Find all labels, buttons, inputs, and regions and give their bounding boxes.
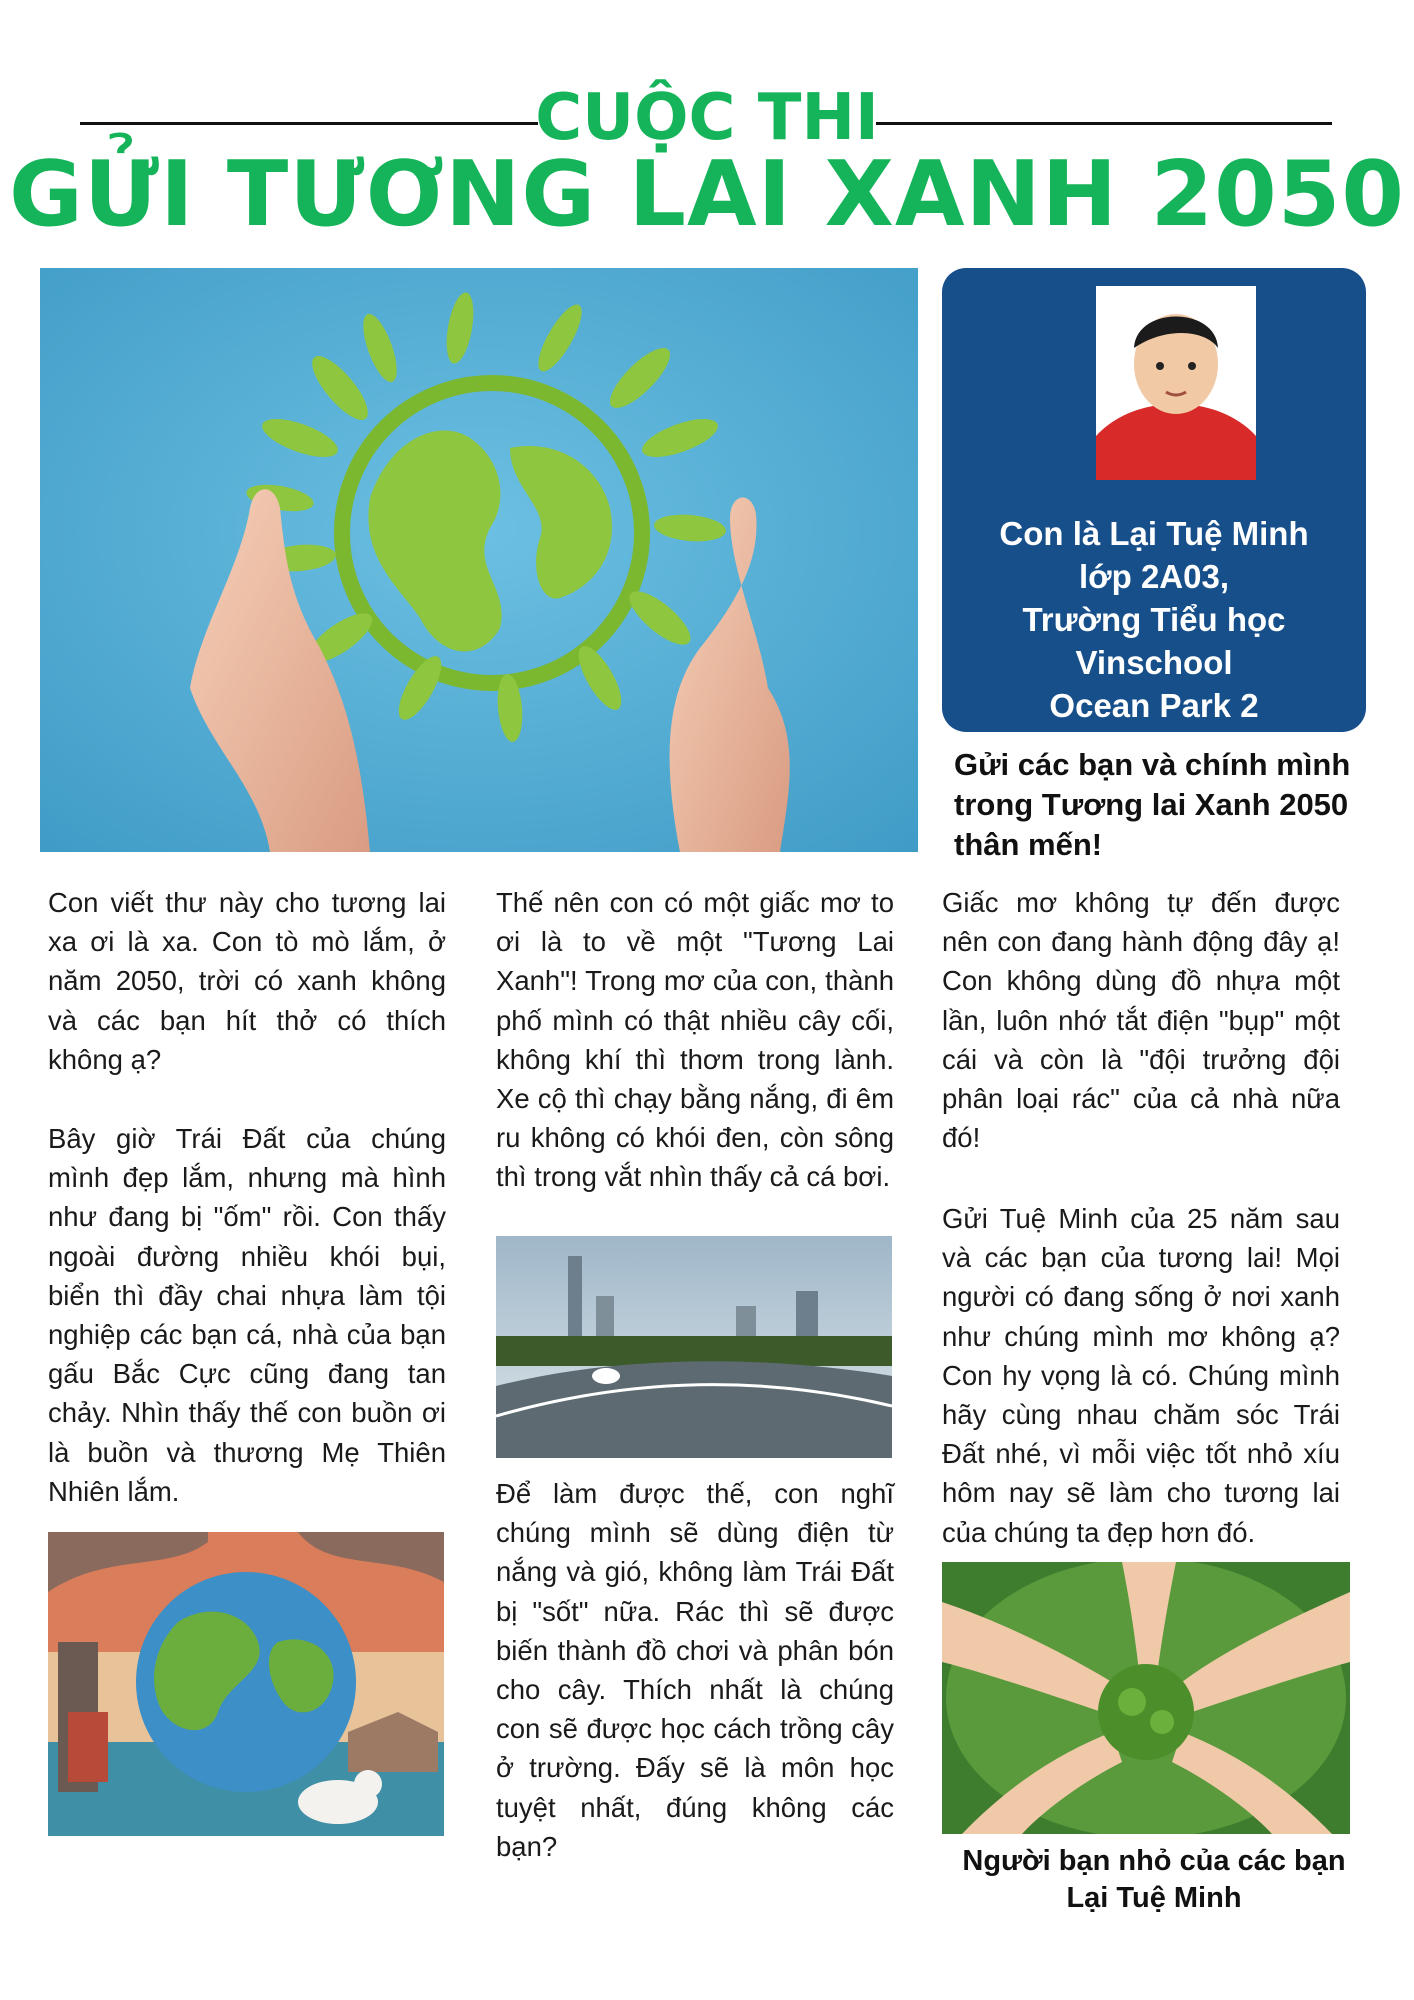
column3-paragraph1 xyxy=(942,883,1340,1157)
profile-school-campus: Ocean Park 2 xyxy=(1049,687,1259,724)
paragraph-text: Thế nên con có một giấc mơ to ơi là to về một "Tương Lai Xanh"! Trong mơ của con, thành phố mình có thật nhiều cây cối, không khí thì thơm trong lành. Xe cộ thì chạy bằng nắng, đi êm ru không có khói đen, còn sông thì trong vắt nhìn thấy cả cá bơi. xyxy=(496,887,894,1193)
hero-earth-leaves-image xyxy=(40,268,918,852)
profile-name: Con là Lại Tuệ Minh xyxy=(999,515,1309,552)
paragraph-text: Bây giờ Trái Đất của chúng mình đẹp lắm, nhưng mà hình như đang bị "ốm" rồi. Con thấy ngoài đường nhiều khói bụi, biển thì đầy chai nhựa làm tội nghiệp các bạn cá, nhà của bạn gấu Bắc Cực cũng đang tan chảy. Nhìn thấy thế con buồn ơi là buồn và thương Mẹ Thiên Nhiên lắm. xyxy=(48,1123,446,1507)
avatar xyxy=(1096,286,1256,480)
column2-paragraph1 xyxy=(496,883,894,1197)
signoff-line1: Người bạn nhỏ của các bạn xyxy=(962,1845,1346,1877)
profile-school-brand: Vinschool xyxy=(1075,644,1233,681)
profile-school: Trường Tiểu học xyxy=(1022,601,1286,638)
hands-holding-earth-photo xyxy=(942,1562,1350,1834)
page-title: GỬI TƯƠNG LAI XANH 2050 xyxy=(9,142,1405,247)
signoff-name: Lại Tuệ Minh xyxy=(1066,1882,1242,1914)
column2-paragraph2 xyxy=(496,1474,894,1866)
profile-card xyxy=(942,268,1366,732)
paragraph-text: Con viết thư này cho tương lai xa ơi là xa. Con tò mò lắm, ở năm 2050, trời có xanh không và các bạn hít thở có thích không ạ? xyxy=(48,887,446,1075)
city-road-photo xyxy=(496,1236,892,1458)
polluted-earth-illustration xyxy=(48,1532,444,1836)
signoff xyxy=(942,1843,1366,1917)
paragraph-text: Giấc mơ không tự đến được nên con đang hành động đây ạ! Con không dùng đồ nhựa một lần, luôn nhớ tắt điện "bụp" một cái và còn là "đội trưởng đội phân loại rác" của cả nhà nữa đó! xyxy=(942,887,1340,1154)
paragraph-text: Để làm được thế, con nghĩ chúng mình sẽ dùng điện từ nắng và gió, không làm Trái Đất bị "sốt" nữa. Rác thì sẽ được biến thành đồ chơi và phân bón cho cây. Thích nhất là chúng con sẽ được học cách trồng cây ở trường. Đấy sẽ là môn học tuyệt nhất, đúng không các bạn? xyxy=(496,1478,894,1862)
greeting-heading: Gửi các bạn và chính mình trong Tương lai Xanh 2050 thân mến! xyxy=(954,747,1351,862)
paragraph-text: Gửi Tuệ Minh của 25 năm sau và các bạn của tương lai! Mọi người có đang sống ở nơi xanh như chúng mình mơ không ạ? Con hy vọng là có. Chúng mình hãy cùng nhau chăm sóc Trái Đất nhé, vì mỗi việc tốt nhỏ xíu hôm nay sẽ làm cho tương lai của chúng ta đẹp hơn đó. xyxy=(942,1203,1340,1548)
column1-paragraph1 xyxy=(48,883,446,1079)
column1-paragraph2 xyxy=(48,1119,446,1511)
title-top: CUỘC THI xyxy=(535,81,879,155)
column3-paragraph2 xyxy=(942,1199,1340,1552)
profile-class: lớp 2A03, xyxy=(1078,558,1229,595)
